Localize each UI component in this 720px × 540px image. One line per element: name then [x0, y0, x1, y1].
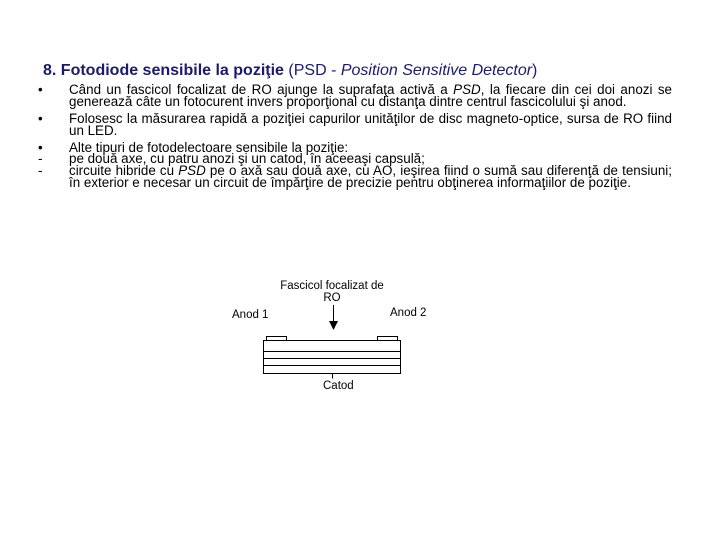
title-paren-close: ) — [532, 62, 538, 79]
slide-title — [43, 62, 537, 80]
item-text: circuite hibride cu — [69, 163, 179, 179]
bullet-marker: • — [38, 82, 43, 97]
dash-marker: - — [38, 163, 43, 179]
bullet-list — [38, 84, 672, 194]
item-text: pe o axă sau două axe, cu AO, ieşirea fiind o sumă sau diferenţă de tensiuni; în exterior e necesar un circuit de împărţire de precizie pentru obţinerea informaţiilor de poziţie. — [69, 163, 672, 190]
list-item — [38, 110, 672, 138]
title-italic: Position Sensitive Detector — [340, 62, 533, 79]
anode-1-pad — [267, 337, 287, 341]
title-paren-open: (PSD - — [288, 62, 341, 79]
item-text: Alte tipuri de fotodelectoare sensibile la poziţie: — [69, 139, 349, 155]
psd-body — [264, 341, 401, 374]
bullet-marker: • — [38, 110, 43, 126]
beam-arrow-head — [329, 321, 338, 330]
title-number: 8. — [43, 62, 57, 79]
bullet-marker: • — [38, 139, 43, 155]
item-text-italic: PSD — [453, 82, 481, 97]
anode-1-label: Anod 1 — [232, 309, 269, 321]
list-item — [38, 84, 672, 108]
anode-2-label: Anod 2 — [390, 307, 427, 319]
item-text-italic: PSD — [178, 163, 206, 179]
item-text: pe două axe, cu patru anozi şi un catod, în aceeaşi capsulă; — [69, 151, 425, 167]
item-text: Folosesc la măsurarea rapidă a poziţiei capurilor unităţilor de disc magneto-optice, sursa de RO fiind un LED. — [69, 110, 672, 138]
dash-marker: - — [38, 151, 43, 167]
beam-label: Fascicol focalizat de RO — [280, 280, 384, 304]
title-main: Fotodiode sensibile la poziţie — [60, 62, 284, 79]
anode-2-pad — [378, 337, 398, 341]
item-text: Când un fascicol focalizat de RO ajunge la suprafaţa activă a — [69, 82, 454, 97]
item-text: , la fiecare din cei doi anozi se generează câte un fotocurent invers proporţional cu distanţa dintre centrul fascicolului şi anod. — [69, 82, 672, 109]
cathode-label: Catod — [323, 380, 354, 392]
list-item — [38, 165, 672, 189]
